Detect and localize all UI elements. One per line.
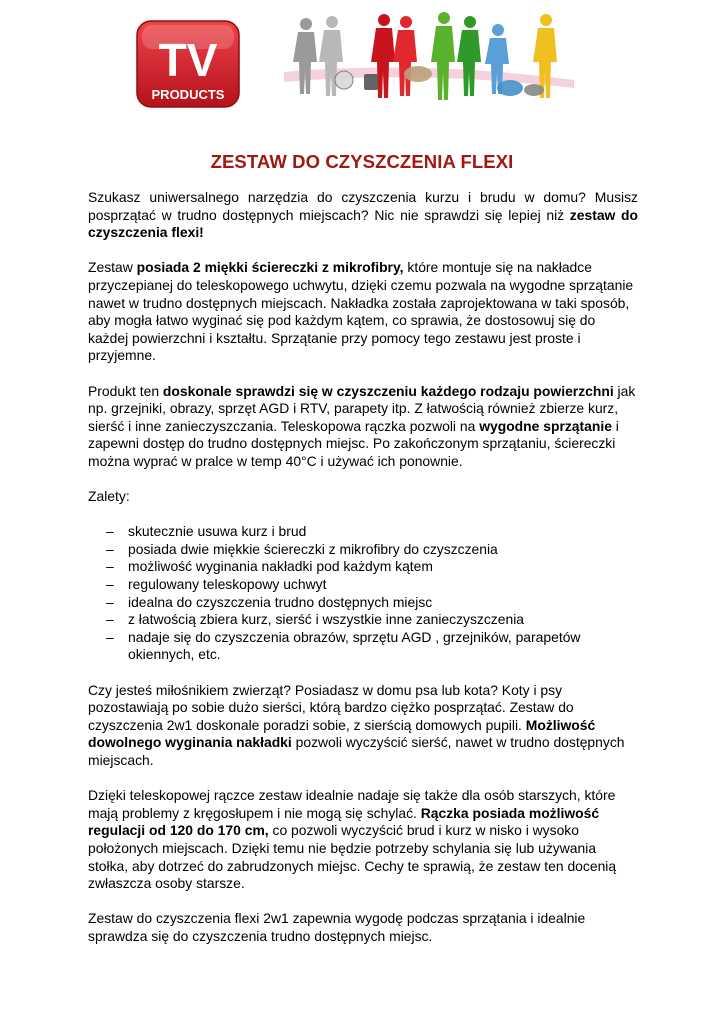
advantages-label: Zalety: bbox=[88, 488, 130, 505]
p4-bold: Możliwość dowolnego wyginania nakładki bbox=[88, 716, 596, 751]
pets-paragraph bbox=[88, 682, 638, 770]
p2-text-2: które montuje się na nakładce przyczepianej do teleskopowego uchwytu, dzięki czemu pozwala na wygodne sprzątanie nawet w trudno dostępnych miejscach. Nakładka została zaprojektowana w taki sposób, aby mogła łatwo wyginać się pod każdym kątem, co sprawia, że dostosowuj się do każdej powierzchni i kształtu. Sprzątanie przy pomocy tego zestawu jest proste i przyjemne. bbox=[88, 259, 634, 364]
list-item bbox=[88, 576, 638, 594]
person-green-2-icon bbox=[457, 16, 481, 96]
p3-bold-2: wygodne sprzątanie bbox=[479, 417, 612, 434]
dash-bullet: – bbox=[106, 628, 114, 645]
list-item-text: idealna do czyszczenia trudno dostępnych miejsc bbox=[128, 593, 433, 610]
seniors-paragraph bbox=[88, 787, 638, 893]
person-green-icon bbox=[431, 12, 455, 100]
person-grey-icon bbox=[293, 18, 317, 94]
article-body bbox=[88, 189, 638, 963]
list-item-text: regulowany teleskopowy uchwyt bbox=[128, 576, 327, 593]
list-item bbox=[88, 594, 638, 612]
p3-text-3: i zapewni dostęp do trudno dostępnych miejsc. Po zakończonym sprzątaniu, ściereczki można wyprać w pralce w temp 40°C i używać ich ponownie. bbox=[88, 417, 619, 469]
p3-text-2: jak np. grzejniki, obrazy, sprzęt AGD i RTV, parapety itp. Z łatwością również zbierze kurz, sierść i inne zanieczyszczania. Teleskopowa rączka pozwoli na bbox=[88, 382, 636, 434]
dash-bullet: – bbox=[106, 593, 114, 610]
list-item-text: nadaje się do czyszczenia obrazów, sprzętu AGD , grzejników, parapetów okiennych, etc. bbox=[128, 628, 581, 663]
list-item bbox=[88, 629, 638, 664]
person-red-2-icon bbox=[393, 16, 417, 96]
summary-paragraph: Zestaw do czyszczenia flexi 2w1 zapewnia wygodę podczas sprzątania i idealnie sprawdza się do czyszczenia trudno dostępnych miejsc. bbox=[88, 910, 586, 944]
advantages-list bbox=[88, 523, 638, 664]
p5-text-1: Dzięki teleskopowej rączce zestaw idealnie nadaje się także dla osób starszych, które mają problemy z kręgosłupem i nie mogą się schylać. bbox=[88, 787, 616, 821]
dash-bullet: – bbox=[106, 540, 114, 557]
list-item-text: możliwość wyginania nakładki pod każdym kątem bbox=[128, 558, 433, 575]
usage-paragraph bbox=[88, 383, 638, 471]
p5-text-2: co pozwoli wyczyścić brud i kurz w nisko i wysoko położonych miejscach. Dzięki temu nie będzie potrzeby schylania się lub używania stołka, aby dotrzeć do zabrudzonych miejsc. Cechy te sprawią, że zestaw ten docenią zwłaszcza osoby starsze. bbox=[88, 822, 617, 892]
list-item bbox=[88, 523, 638, 541]
list-item-text: z łatwością zbiera kurz, sierść i wszystkie inne zanieczyszczenia bbox=[128, 611, 525, 628]
people-silhouettes-image bbox=[284, 10, 574, 112]
description-paragraph bbox=[88, 259, 638, 365]
p4-text-1: Czy jesteś miłośnikiem zwierząt? Posiadasz w domu psa lub kota? Koty i psy pozostawiają po sobie dużo sierści, którą bardzo ciężko posprzątać. Zestaw do czyszczenia 2w1 doskonale poradzi sobie, z sierścią domowych pupili. bbox=[88, 681, 574, 733]
dash-bullet: – bbox=[106, 611, 114, 628]
p5-bold: Rączka posiada możliwość regulacji od 120 do 170 cm, bbox=[88, 804, 600, 839]
p4-text-2: pozwoli wyczyścić sierść, nawet w trudno dostępnych miejscach. bbox=[88, 734, 625, 768]
p2-bold: posiada 2 miękki ściereczki z mikrofibry, bbox=[136, 259, 404, 276]
header-banner bbox=[134, 10, 574, 112]
list-item bbox=[88, 558, 638, 576]
list-item-text: skutecznie usuwa kurz i brud bbox=[128, 523, 307, 540]
tv-products-logo bbox=[136, 20, 240, 110]
p2-text-1: Zestaw bbox=[88, 259, 137, 276]
dash-bullet: – bbox=[106, 558, 114, 575]
intro-paragraph bbox=[88, 189, 638, 242]
page-title: ZESTAW DO CZYSZCZENIA FLEXI bbox=[210, 151, 514, 172]
intro-bold: zestaw do czyszczenia flexi! bbox=[88, 206, 639, 241]
list-item bbox=[88, 541, 638, 559]
dash-bullet: – bbox=[106, 523, 114, 540]
list-item-text: posiada dwie miękkie ściereczki z mikrofibry do czyszczenia bbox=[128, 540, 498, 557]
list-item bbox=[88, 611, 638, 629]
logo-tv-text: TV bbox=[158, 34, 218, 86]
intro-text: Szukasz uniwersalnego narzędzia do czyszczenia kurzu i brudu w domu? Musisz posprzątać w trudno dostępnych miejscach? Nic nie sprawdzi się lepiej niż bbox=[88, 189, 638, 223]
logo-products-text: PRODUCTS bbox=[151, 87, 225, 102]
p3-bold-1: doskonale sprawdzi się w czyszczeniu każdego rodzaju powierzchni bbox=[162, 382, 614, 399]
dash-bullet: – bbox=[106, 576, 114, 593]
p3-text-1: Produkt ten bbox=[88, 382, 163, 399]
